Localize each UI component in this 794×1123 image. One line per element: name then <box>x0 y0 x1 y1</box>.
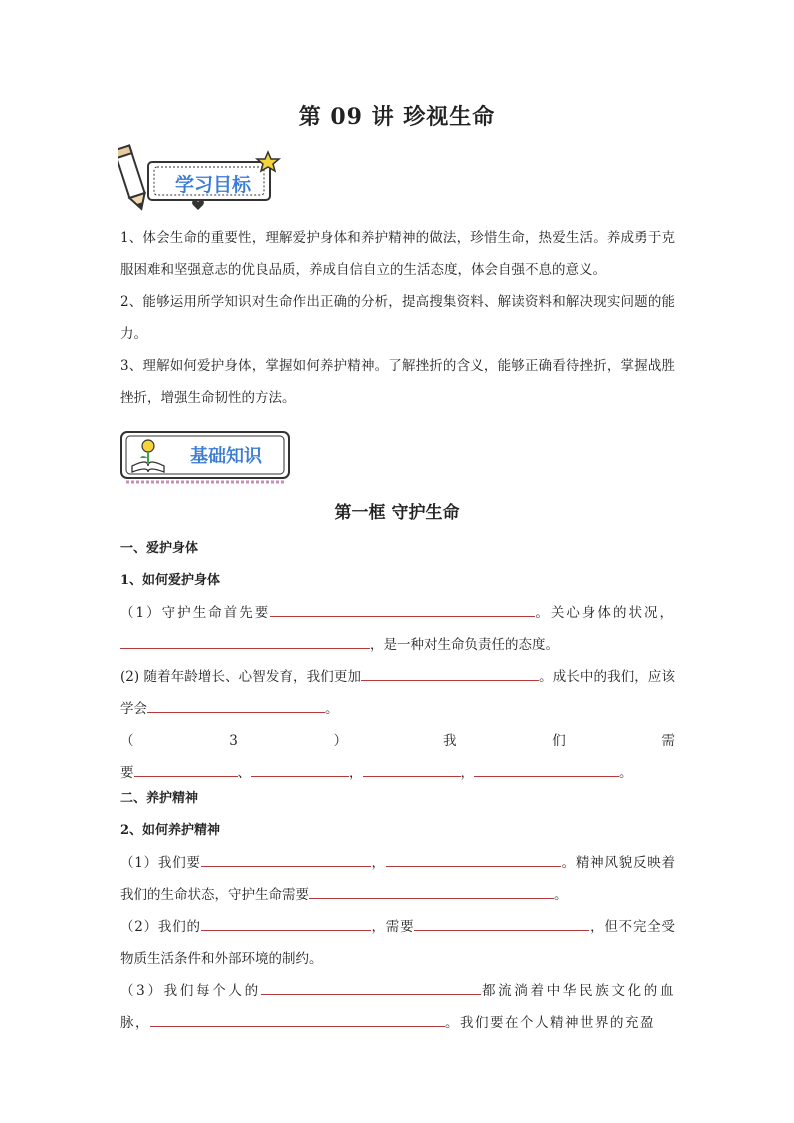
question-text: 、 <box>237 765 251 781</box>
question-text: （2）我们的 <box>120 919 201 935</box>
question-text: 。关心身体的状况， <box>535 605 676 621</box>
badge-goals-label: 学习目标 <box>174 174 251 196</box>
question-text: 3 <box>229 733 238 749</box>
part-nurture-spirit <box>120 783 675 1039</box>
question-text: （1）守护生命首先要 <box>120 605 271 621</box>
question-text: （1）我们要 <box>120 855 201 871</box>
question-3-line <box>120 725 675 757</box>
question-2 <box>120 661 675 725</box>
question-text: ， <box>349 765 363 781</box>
fill-blank[interactable] <box>150 1010 445 1027</box>
question-text: 要 <box>120 765 134 781</box>
question-text: ） <box>333 733 348 749</box>
fill-blank[interactable] <box>134 760 238 777</box>
goal-item: 2、能够运用所学知识对生命作出正确的分析，提高搜集资料、解读资料和解决现实问题的能力。 <box>120 294 675 342</box>
question-text: ，是一种对生命负责任的态度。 <box>370 637 559 653</box>
question-2 <box>120 911 675 975</box>
question-text: 们 <box>552 733 566 749</box>
question-text: 。 <box>554 887 568 903</box>
fill-blank[interactable] <box>201 850 371 867</box>
question-text: 。 <box>325 701 339 717</box>
fill-blank[interactable] <box>361 664 539 681</box>
fill-blank[interactable] <box>147 696 325 713</box>
badge-basics-label: 基础知识 <box>190 446 262 467</box>
question-text: ， <box>370 855 386 871</box>
learning-goals <box>120 222 675 414</box>
fill-blank[interactable] <box>414 914 589 931</box>
goal-item: 1、体会生命的重要性，理解爱护身体和养护精神的做法，珍惜生命，热爱生活。养成勇于克服困难和坚强意志的优良品质，养成自信自立的生活态度，体会自强不息的意义。 <box>120 230 675 278</box>
fill-blank[interactable] <box>363 760 461 777</box>
question-text: ，但不完全受物质生活条件和外部环境的制约。 <box>120 919 676 967</box>
fill-blank[interactable] <box>261 978 481 995</box>
question-text: 。 <box>619 765 633 781</box>
fill-blank[interactable] <box>309 882 554 899</box>
fill-blank[interactable] <box>201 914 371 931</box>
question-text: 我 <box>442 733 457 749</box>
question-text: 。我们要在个人精神世界的充盈 <box>445 1015 655 1031</box>
fill-blank[interactable] <box>386 850 561 867</box>
heading-nurture-spirit: 二、养护精神 <box>120 791 199 806</box>
part-protect-body <box>120 533 675 789</box>
badge-basic-knowledge <box>118 428 293 486</box>
question-text: (2) 随着年龄增长、心智发育，我们更加 <box>120 669 362 685</box>
question-text: ， <box>460 765 474 781</box>
question-3 <box>120 975 675 1039</box>
question-text: 需 <box>661 733 675 749</box>
section-title: 第一框 守护生命 <box>334 503 460 523</box>
subheading-how-protect-body: 1、如何爱护身体 <box>120 573 221 588</box>
subheading-how-nurture-spirit: 2、如何养护精神 <box>120 823 221 838</box>
question-1 <box>120 597 675 661</box>
fill-blank[interactable] <box>474 760 619 777</box>
fill-blank[interactable] <box>270 600 535 617</box>
question-text: （3）我们每个人的 <box>120 983 261 999</box>
question-text: 都流淌着中华民族文化的血脉， <box>120 983 675 1031</box>
question-text: ，需要 <box>370 919 415 935</box>
page-title: 第 09 讲 珍视生命 <box>298 104 496 130</box>
question-text: 。成长中的我们，应该学会 <box>120 669 676 717</box>
badge-learning-goals <box>118 140 283 215</box>
question-1 <box>120 847 675 911</box>
fill-blank[interactable] <box>251 760 349 777</box>
heading-protect-body: 一、爱护身体 <box>120 541 199 556</box>
goal-item: 3、理解如何爱护身体，掌握如何养护精神。了解挫折的含义，能够正确看待挫折，掌握战胜挫折，增强生命韧性的方法。 <box>120 358 675 406</box>
fill-blank[interactable] <box>120 632 370 649</box>
question-text: 。精神风貌反映着我们的生命状态，守护生命需要 <box>120 855 676 903</box>
question-text: （ <box>120 733 134 749</box>
